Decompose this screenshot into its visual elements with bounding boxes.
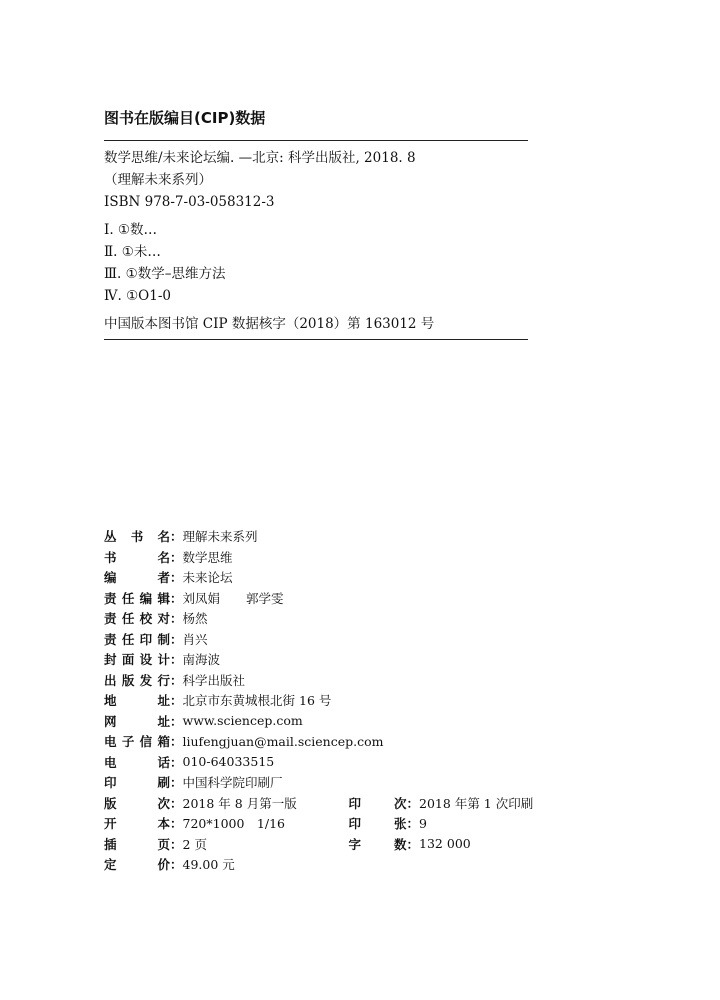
info-row-phone: 电 话 ： 010-64033515: [104, 754, 275, 770]
web-value: www.sciencep.com: [182, 713, 303, 729]
series-value: 理解未来系列: [182, 529, 258, 545]
print-label: 责 任 印 制: [104, 631, 170, 647]
cip-series: （理解未来系列）: [104, 172, 212, 188]
resp-editor-value-2: 郭学雯: [246, 590, 284, 606]
phone-value: 010-64033515: [182, 754, 275, 770]
impression-value: 2018 年第 1 次印刷: [419, 795, 534, 811]
proof-value: 杨然: [182, 611, 208, 627]
publication-info: [104, 526, 624, 875]
web-label: 网 址: [104, 713, 170, 729]
email-value: liufengjuan@mail.sciencep.com: [182, 733, 384, 749]
printer-label: 印 刷: [104, 775, 170, 791]
publisher-value: 科学出版社: [182, 672, 246, 688]
format-value: 720*1000 1/16: [182, 816, 286, 832]
resp-editor-label: 责 任 编 辑: [104, 590, 170, 606]
info-row-resp-editor: 责 任 编 辑 ： 刘凤娟 郭学雯: [104, 590, 284, 606]
info-row-plates: 插 页 ： 2 页 字 数 ： 132 000: [104, 836, 471, 852]
info-row-format: 开 本 ： 720*1000 1/16 印 张 ： 9: [104, 815, 427, 832]
email-label: 电 子 信 箱: [104, 734, 170, 750]
cip-block: [104, 108, 528, 340]
sheets-value: 9: [419, 815, 427, 831]
format-label: 开 本: [104, 816, 170, 832]
words-value: 132 000: [419, 836, 471, 852]
editor-label: 编 者: [104, 570, 170, 586]
info-row-series: 丛 书 名 ： 理解未来系列: [104, 529, 258, 545]
info-row-address: 地 址 ： 北京市东黄城根北街 16 号: [104, 693, 332, 709]
cip-isbn: ISBN 978-7-03-058312-3: [104, 194, 275, 210]
price-value: 49.00 元: [182, 857, 235, 873]
proof-label: 责 任 校 对: [104, 611, 170, 627]
cip-subject-4: Ⅳ. ①O1-0: [104, 288, 171, 304]
info-row-web: 网 址 ： www.sciencep.com: [104, 713, 303, 729]
phone-label: 电 话: [104, 754, 170, 770]
info-row-edition: 版 次 ： 2018 年 8 月第一版 印 次 ： 2018 年第 1 次印刷: [104, 795, 534, 811]
cip-subject-1: Ⅰ. ①数…: [104, 222, 158, 238]
title-value: 数学思维: [182, 549, 233, 565]
info-row-publisher: 出 版 发 行 ： 科学出版社: [104, 672, 246, 688]
print-value: 肖兴: [182, 631, 208, 647]
price-label: 定 价: [104, 857, 170, 873]
info-row-proof: 责 任 校 对 ： 杨然: [104, 611, 208, 627]
printer-value: 中国科学院印刷厂: [182, 775, 283, 791]
info-row-price: 定 价 ： 49.00 元: [104, 857, 235, 873]
cip-title: 图书在版编目(CIP)数据: [104, 109, 266, 127]
info-row-email: 电 子 信 箱 ： liufengjuan@mail.sciencep.com: [104, 733, 384, 750]
impression-label: 印 次: [348, 795, 407, 811]
publisher-label: 出 版 发 行: [104, 672, 170, 688]
plates-value: 2 页: [182, 836, 207, 852]
address-label: 地 址: [104, 693, 170, 709]
cip-subject-3: Ⅲ. ①数学–思维方法: [104, 266, 226, 282]
info-row-editor: 编 者 ： 未来论坛: [104, 570, 233, 586]
edition-value: 2018 年 8 月第一版: [182, 795, 297, 811]
words-label: 字 数: [348, 836, 407, 852]
info-row-print: 责 任 印 制 ： 肖兴: [104, 631, 208, 647]
info-row-cover: 封 面 设 计 ： 南海波: [104, 652, 221, 668]
series-label: 丛 书 名: [104, 529, 170, 545]
cip-subject-2: Ⅱ. ①未…: [104, 244, 161, 260]
cover-label: 封 面 设 计: [104, 652, 170, 668]
cip-ccn: 中国版本图书馆 CIP 数据核字（2018）第 163012 号: [104, 316, 435, 332]
resp-editor-value-1: 刘凤娟: [182, 590, 221, 606]
sheets-label: 印 张: [348, 816, 407, 832]
info-row-title: 书 名 ： 数学思维: [104, 549, 233, 565]
cip-record: 数学思维/未来论坛编. —北京: 科学出版社, 2018. 8: [104, 150, 416, 166]
editor-value: 未来论坛: [182, 570, 233, 586]
plates-label: 插 页: [104, 836, 170, 852]
bottom-rule: [104, 339, 528, 340]
edition-label: 版 次: [104, 795, 170, 811]
title-label: 书 名: [104, 549, 170, 565]
info-row-printer: 印 刷 ： 中国科学院印刷厂: [104, 775, 283, 791]
cover-value: 南海波: [182, 652, 221, 668]
address-value: 北京市东黄城根北街 16 号: [182, 693, 332, 709]
